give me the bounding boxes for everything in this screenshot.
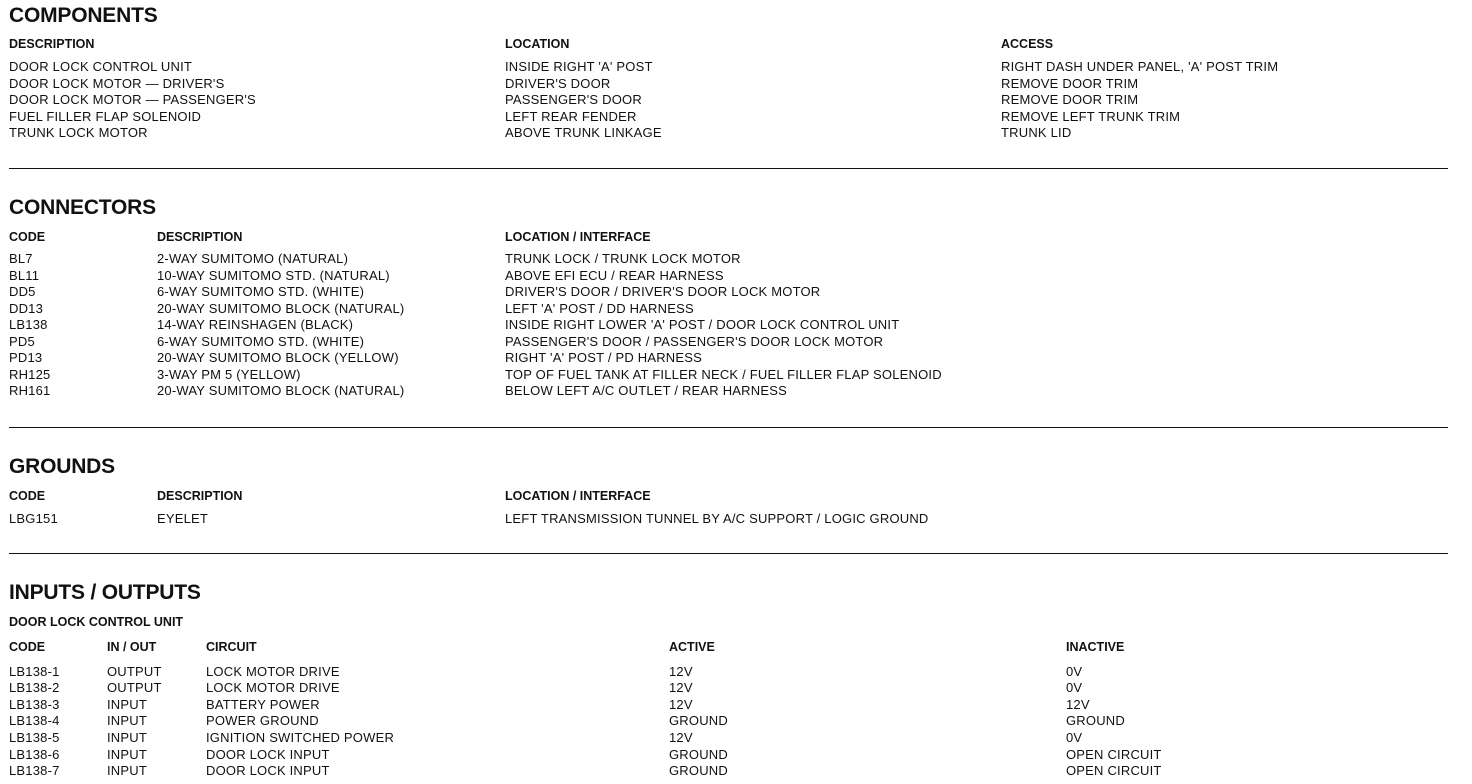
component-access: REMOVE DOOR TRIM [1001, 92, 1139, 107]
io-circuit: IGNITION SWITCHED POWER [206, 730, 395, 745]
io-header-inout: IN / OUT [107, 640, 157, 654]
component-description: TRUNK LOCK MOTOR [9, 125, 148, 140]
io-circuit: DOOR LOCK INPUT [206, 747, 330, 762]
io-inout: INPUT [107, 697, 147, 712]
component-access: REMOVE LEFT TRUNK TRIM [1001, 109, 1181, 124]
connector-code: DD13 [9, 301, 44, 316]
io-circuit: LOCK MOTOR DRIVE [206, 664, 340, 679]
connector-location: INSIDE RIGHT LOWER 'A' POST / DOOR LOCK CONTROL UNIT [505, 317, 900, 332]
connector-description: 2-WAY SUMITOMO (NATURAL) [157, 251, 349, 266]
io-inout: OUTPUT [107, 680, 162, 695]
io-header-active: ACTIVE [669, 640, 715, 654]
component-location: PASSENGER'S DOOR [505, 92, 642, 107]
connector-description: 6-WAY SUMITOMO STD. (WHITE) [157, 334, 365, 349]
io-active: 12V [669, 680, 693, 695]
component-access: REMOVE DOOR TRIM [1001, 76, 1139, 91]
io-active: 12V [669, 697, 693, 712]
component-description: DOOR LOCK MOTOR — PASSENGER'S [9, 92, 256, 107]
io-code: LB138-2 [9, 680, 60, 695]
connectors-title: CONNECTORS [9, 196, 156, 219]
grounds-header-location: LOCATION / INTERFACE [505, 489, 651, 503]
io-inactive: 12V [1066, 697, 1090, 712]
connector-description: 6-WAY SUMITOMO STD. (WHITE) [157, 284, 365, 299]
connector-code: DD5 [9, 284, 36, 299]
io-circuit: DOOR LOCK INPUT [206, 763, 330, 778]
io-code: LB138-5 [9, 730, 60, 745]
io-header-circuit: CIRCUIT [206, 640, 257, 654]
io-active: 12V [669, 730, 693, 745]
ground-location: LEFT TRANSMISSION TUNNEL BY A/C SUPPORT / LOGIC GROUND [505, 511, 929, 526]
component-description: DOOR LOCK CONTROL UNIT [9, 59, 193, 74]
grounds-header-code: CODE [9, 489, 46, 503]
connector-description: 3-WAY PM 5 (YELLOW) [157, 367, 301, 382]
io-code: LB138-4 [9, 713, 60, 728]
components-header-description: DESCRIPTION [9, 37, 95, 51]
connector-location: TRUNK LOCK / TRUNK LOCK MOTOR [505, 251, 741, 266]
connector-code: RH161 [9, 383, 51, 398]
io-code: LB138-7 [9, 763, 60, 778]
components-header-access: ACCESS [1001, 37, 1054, 51]
ground-code: LBG151 [9, 511, 58, 526]
connector-code: RH125 [9, 367, 51, 382]
io-inout: INPUT [107, 747, 147, 762]
connector-description: 10-WAY SUMITOMO STD. (NATURAL) [157, 268, 390, 283]
io-inactive: 0V [1066, 680, 1083, 695]
io-title: INPUTS / OUTPUTS [9, 581, 201, 604]
io-inactive: GROUND [1066, 713, 1125, 728]
section-divider [9, 553, 1448, 554]
connector-code: PD5 [9, 334, 35, 349]
io-inout: INPUT [107, 730, 147, 745]
connectors-header-description: DESCRIPTION [157, 230, 243, 244]
io-active: GROUND [669, 713, 728, 728]
io-code: LB138-1 [9, 664, 60, 679]
io-inactive: OPEN CIRCUIT [1066, 763, 1162, 778]
connectors-header-code: CODE [9, 230, 46, 244]
connector-location: LEFT 'A' POST / DD HARNESS [505, 301, 694, 316]
connector-location: TOP OF FUEL TANK AT FILLER NECK / FUEL FILLER FLAP SOLENOID [505, 367, 942, 382]
connector-code: LB138 [9, 317, 48, 332]
component-location: ABOVE TRUNK LINKAGE [505, 125, 662, 140]
component-location: INSIDE RIGHT 'A' POST [505, 59, 653, 74]
section-divider [9, 427, 1448, 428]
connector-description: 20-WAY SUMITOMO BLOCK (YELLOW) [157, 350, 399, 365]
connectors-header-location: LOCATION / INTERFACE [505, 230, 651, 244]
components-header-location: LOCATION [505, 37, 570, 51]
io-circuit: POWER GROUND [206, 713, 319, 728]
io-subtitle: DOOR LOCK CONTROL UNIT [9, 615, 184, 629]
connector-code: BL11 [9, 268, 40, 283]
io-inactive: 0V [1066, 730, 1083, 745]
io-inout: INPUT [107, 763, 147, 778]
component-location: DRIVER'S DOOR [505, 76, 611, 91]
section-divider [9, 168, 1448, 169]
io-active: 12V [669, 664, 693, 679]
ground-description: EYELET [157, 511, 209, 526]
connector-description: 14-WAY REINSHAGEN (BLACK) [157, 317, 354, 332]
connector-location: ABOVE EFI ECU / REAR HARNESS [505, 268, 724, 283]
grounds-header-description: DESCRIPTION [157, 489, 243, 503]
connector-code: PD13 [9, 350, 43, 365]
components-title: COMPONENTS [9, 4, 158, 27]
connector-location: DRIVER'S DOOR / DRIVER'S DOOR LOCK MOTOR [505, 284, 821, 299]
component-description: DOOR LOCK MOTOR — DRIVER'S [9, 76, 225, 91]
io-circuit: LOCK MOTOR DRIVE [206, 680, 340, 695]
io-active: GROUND [669, 747, 728, 762]
connector-location: RIGHT 'A' POST / PD HARNESS [505, 350, 702, 365]
connector-location: BELOW LEFT A/C OUTLET / REAR HARNESS [505, 383, 787, 398]
component-description: FUEL FILLER FLAP SOLENOID [9, 109, 202, 124]
io-code: LB138-3 [9, 697, 60, 712]
io-code: LB138-6 [9, 747, 60, 762]
io-inactive: 0V [1066, 664, 1083, 679]
io-circuit: BATTERY POWER [206, 697, 320, 712]
connector-code: BL7 [9, 251, 33, 266]
component-location: LEFT REAR FENDER [505, 109, 637, 124]
component-access: RIGHT DASH UNDER PANEL, 'A' POST TRIM [1001, 59, 1279, 74]
io-inout: OUTPUT [107, 664, 162, 679]
connector-description: 20-WAY SUMITOMO BLOCK (NATURAL) [157, 383, 405, 398]
io-inout: INPUT [107, 713, 147, 728]
connector-description: 20-WAY SUMITOMO BLOCK (NATURAL) [157, 301, 405, 316]
io-header-code: CODE [9, 640, 46, 654]
grounds-title: GROUNDS [9, 455, 115, 478]
io-active: GROUND [669, 763, 728, 778]
io-header-inactive: INACTIVE [1066, 640, 1125, 654]
io-inactive: OPEN CIRCUIT [1066, 747, 1162, 762]
connector-location: PASSENGER'S DOOR / PASSENGER'S DOOR LOCK MOTOR [505, 334, 884, 349]
component-access: TRUNK LID [1001, 125, 1072, 140]
